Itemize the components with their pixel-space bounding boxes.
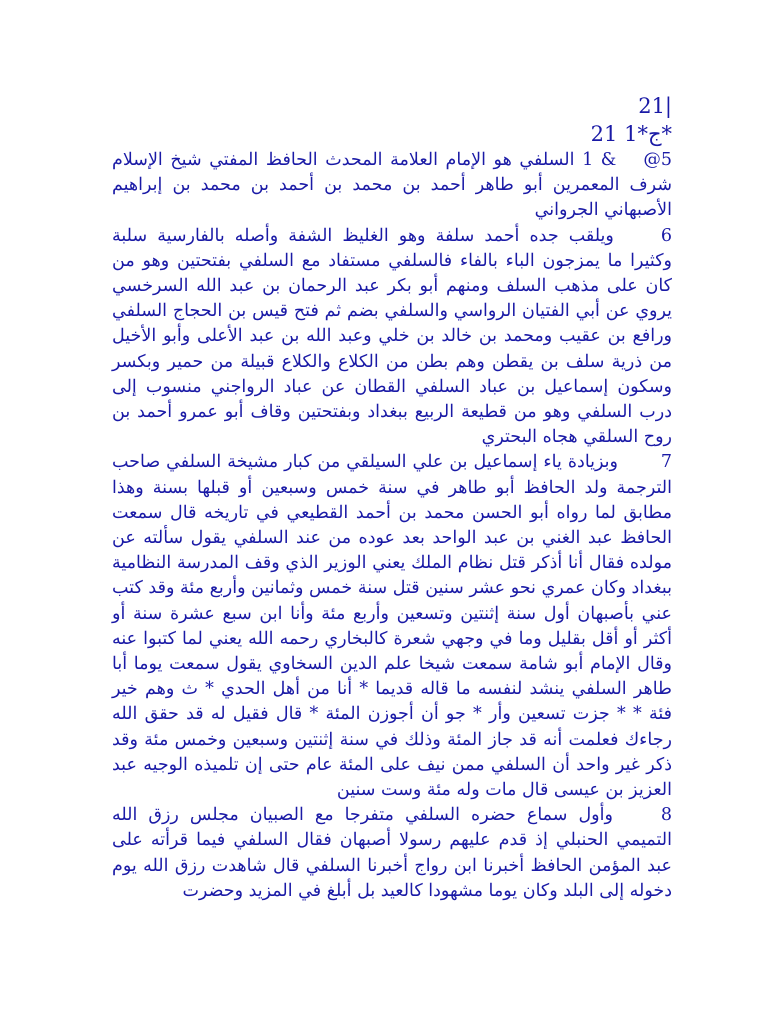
paragraph-5: [112, 148, 672, 224]
document-body: [112, 148, 672, 904]
volume-marker: 21 ج*1*: [590, 122, 672, 146]
paragraph-text: وأول سماع حضره السلفي متفرجا مع الصبيان مجلس رزق الله التميمي الحنبلي إذ قدم عليهم رسولا أصبهان فقال السلفي فيما قرأته على عبد المؤمن الحافظ أخبرنا ابن رواج أخبرنا السلفي قال شاهدت رزق الله يوم دخوله إلى البلد وكان يوما مشهودا كالعيد بل أبلغ في المزيد وحضرت: [112, 805, 672, 901]
paragraph-7: [112, 450, 672, 803]
paragraph-number: 8: [660, 805, 672, 826]
page-marker: 21|: [638, 94, 672, 118]
paragraph-8: [112, 803, 672, 904]
paragraph-text: ويلقب جده أحمد سلفة وهو الغليظ الشفة وأصله بالفارسية سلبة وكثيرا ما يمزجون الباء بالفاء فالسلفي مستفاد مع السلفي بفتحتين وهو من كان على مذهب السلف ومنهم أبو بكر عبد الرحمان بن عبد الله السرخسي يروي عن أبي الفتيان الرواسي والسلفي بضم ثم فتح قيس بن الحجاج السلفي ورافع بن عقيب ومحمد بن خالد بن خلي وعبد الله بن عبد الأعلى وأبو الأخيل من ذرية سلف بن يقطن وهم بطن من الكلاع والكلاع قبيلة من حمير وبكسر وسكون إسماعيل بن عباد السلفي القطان عن عباد الرواجني منسوب إلى درب السلفي وهو من قطيعة الربيع ببغداد وبفتحتين وقاف أبو عمرو أحمد بن روح السلقي هجاه البحتري: [112, 225, 672, 448]
paragraph-number: 5@: [643, 150, 672, 170]
paragraph-text: وبزيادة ياء إسماعيل بن علي السيلقي من كبار مشيخة السلفي صاحب الترجمة ولد الحافظ أبو طاهر في سنة خمس وسبعين أو قبلها بسنة وهذا مطابق لما رواه أبو الحسن محمد بن أحمد القطيعي في تاريخه قال سمعت الحافظ عبد الغني بن عبد الواحد بعد عوده من عند السلفي يقول سألته عن مولده فقال أنا أذكر قتل نظام الملك يعني الوزير الذي وقف المدرسة النظامية ببغداد وكان عمري نحو عشر سنين قتل سنة خمس وثمانين وأربع مئة وقد كتب عني بأصبهان أول سنة إثنتين وتسعين وأربع مئة وأنا ابن سبع عشرة سنة أو أكثر أو أقل بقليل وما في وجهي شعرة كالبخاري رحمه الله يعني لما كتبوا عنه وقال الإمام أبو شامة سمعت شيخا علم الدين السخاوي يقول سمعت يوما أبا طاهر السلفي ينشد لنفسه ما قاله قديما * أنا من أهل الحدي * ث وهم خير فئة * * جزت تسعين وأر * جو أن أجوزن المئة * قال فقيل له قد حقق الله رجاءك فعلمت أنه قد جاز المئة وذلك في سنة إثنتين وسبعين وخمس مئة وقد ذكر غير واحد أن السلفي ممن نيف على المئة عام حتى إن تلميذه الوجيه عبد العزيز بن عيسى قال مات وله مئة وست سنين: [112, 452, 672, 801]
document-page: [112, 92, 672, 904]
paragraph-6: [112, 224, 672, 451]
paragraph-number: 7: [660, 452, 672, 473]
paragraph-number: 6: [660, 225, 672, 246]
paragraph-text: & 1 السلفي هو الإمام العلامة المحدث الحافظ المفتي شيخ الإسلام شرف المعمرين أبو طاهر أحمد بن محمد بن أحمد بن محمد بن إبراهيم الأصبهاني الجرواني: [112, 150, 672, 221]
